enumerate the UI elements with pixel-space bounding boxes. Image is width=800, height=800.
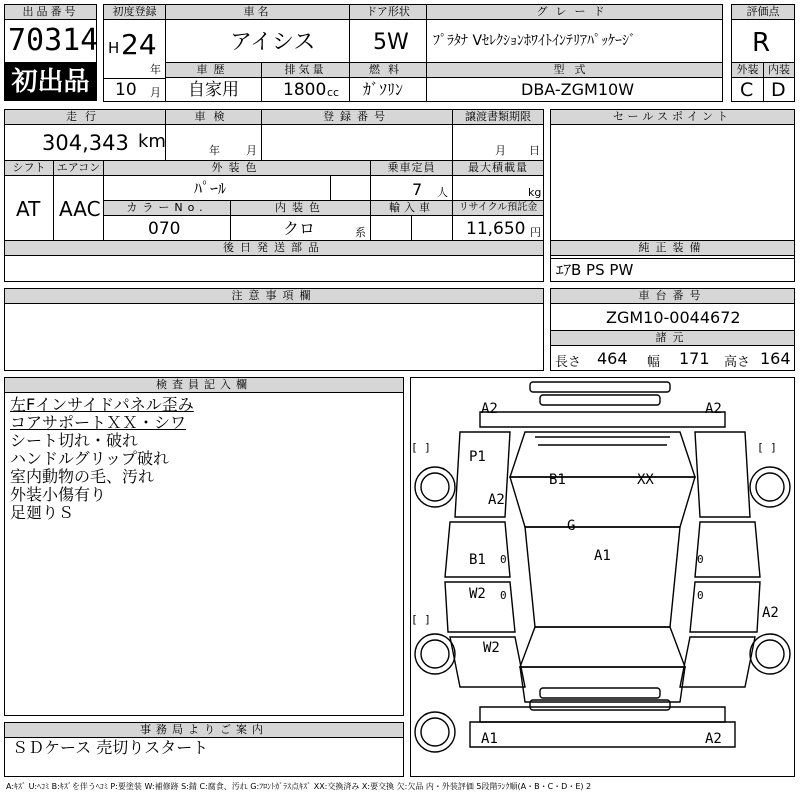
inspection-year-unit: 年 [209,144,220,157]
capacity-header: 乗車定員 [370,160,453,176]
wheel-rr-inner [756,640,784,668]
displacement: 1800 [283,80,327,100]
hood [510,432,695,477]
mark-right-rear: A2 [762,605,779,621]
mileage: 304,343 [42,131,129,155]
recycle-unit: 円 [530,226,541,239]
height-label: 高さ [724,355,751,370]
mileage-unit: km [138,131,166,152]
import-cell-left [370,215,412,241]
front-bumper [480,412,725,427]
dimensions-cell [550,345,795,371]
registration-year: 24 [121,28,157,61]
score-header: 評価点 [731,4,795,20]
mark-rear-right: A2 [705,731,722,747]
max-load-header: 最大積載量 [452,160,544,176]
sales-points-cell [550,124,795,259]
mark-p1: P1 [469,449,486,465]
registration-number-header: 登録番号 [261,109,453,125]
mark-zero-3: 0 [500,589,507,602]
displacement-unit: cc [327,86,340,99]
exterior-grade: C [740,79,754,101]
bracket-left-bottom: [ ] [411,613,431,626]
mark-hood-xx: XX [637,472,654,488]
first-listing-badge [4,63,97,101]
car-diagram [410,377,795,777]
later-parts-cell [4,255,544,282]
capacity: 7 [412,180,423,199]
mark-hood-b1: B1 [549,472,566,488]
legend: A:ｷｽﾞ U:ﾍｺﾐ B:ｷｽﾞを伴うﾍｺﾐ P:要塗装 W:補修跡 S:錆 C:腐食、汚れ G:ﾌﾛﾝﾄｶﾞﾗｽ点ｷｽﾞ XX:交換済み X:要交換 欠:欠品 内・外装評価 5段階ﾗﾝｸ順(A・B・C・D・E) 2 [6,782,592,791]
mark-left-door-rear: W2 [469,586,486,602]
height: 164 [760,349,791,368]
car-name: アイシス [230,30,316,55]
inspection-header: 車検 [165,109,262,125]
import-cell-right [411,215,453,241]
exterior-grade-header: 外装 [731,62,764,78]
interior-grade-header: 内装 [763,62,795,78]
mark-left-door-front: B1 [469,552,486,568]
exterior-color-header: 外装色 [103,160,371,176]
right-rear-quarter [680,637,755,687]
inspector-note: 外装小傷有り [10,485,107,504]
sales-points-header: セールスポイント [550,109,795,125]
wheel-fr-inner [756,473,784,501]
max-load-unit: kg [528,186,542,199]
aircon: AAC [59,197,101,221]
inspector-note: ハンドルグリップ破れ [10,449,170,468]
door-type-header: ドア形状 [349,4,427,20]
grade-header: グレード [426,4,723,20]
width-label: 幅 [647,355,661,370]
caution-header: 注意事項欄 [4,288,544,304]
fuel: ｶﾞｿﾘﾝ [363,80,404,99]
capacity-unit: 人 [437,186,448,199]
later-parts-header: 後日発送部品 [4,240,544,256]
mark-front-left: A2 [481,401,498,417]
import-header: 輸入車 [370,200,453,216]
score: R [752,28,771,58]
inspector-notes-header: 検査員記入欄 [4,377,404,393]
inspector-note: 左Fインサイドパネル歪み [10,395,194,414]
grade: ﾌﾟﾗﾀﾅ Vｾﾚｸｼｮﾝﾎﾜｲﾄｲﾝﾃﾘｱﾊﾟｯｹｰｼﾞ [433,33,637,49]
color-no-header: カラーNo. [103,200,231,216]
mark-zero-1: 0 [500,553,507,566]
interior-color-header: 内装色 [230,200,371,216]
wheel-fl-inner [421,473,449,501]
displacement-header: 排気量 [261,62,350,78]
roof [525,527,680,627]
mark-zero-4: 0 [697,589,704,602]
mark-windshield: G [567,518,576,534]
length: 464 [597,349,628,368]
model-type: DBA-ZGM10W [521,80,635,99]
month-unit: 月 [150,86,161,99]
mark-front-right: A2 [705,401,722,417]
hood-lines [535,437,670,445]
recycle-fee: 11,650 [466,219,526,239]
length-label: 長さ [555,355,582,370]
inspector-note: 足廻りＳ [10,503,75,522]
bracket-left-top: [ ] [411,441,431,454]
transfer-day-unit: 日 [529,144,540,157]
color-no: 070 [148,219,181,239]
inspector-notes-list [10,396,194,522]
wheel-rl-inner [421,640,449,668]
first-registration-header: 初度登録 [103,4,166,20]
mark-left-rear: W2 [483,640,500,656]
front-grille-strip [540,395,660,405]
rear-strip-1 [540,688,660,698]
bracket-right-top: [ ] [757,441,777,454]
width: 171 [679,349,710,368]
exterior-color-extra-cell [330,175,371,201]
recycle-header: リサイクル預託金 [452,200,544,216]
shift-header: シフト [4,160,54,176]
lot-number-header: 出品番号 [4,4,97,20]
mileage-header: 走行 [4,109,166,125]
chassis-number-header: 車台番号 [550,288,795,304]
model-type-header: 型式 [426,62,723,78]
rear-bottom-bumper [470,722,735,747]
office-notice-header: 事務局よりご案内 [4,722,404,738]
registration-number-cell [261,124,453,161]
genuine-equipment-header: 純正装備 [550,240,795,256]
registration-month: 10 [115,80,137,100]
front-bumper-strip [530,382,670,392]
history-header: 車歴 [165,62,262,78]
dimensions-header: 諸元 [550,330,795,346]
inspector-note: シート切れ・破れ [10,431,139,450]
era: H [108,39,120,57]
fuel-header: 燃料 [349,62,427,78]
right-front-door [695,522,760,577]
mark-roof: A1 [594,548,611,564]
windshield [510,477,695,527]
shift: AT [16,197,41,221]
inspector-note: コアサポートＸＸ・シワ [10,413,187,432]
right-front-fender [695,432,750,517]
rear-bumper [480,707,725,722]
history: 自家用 [188,80,239,100]
genuine-equipment: ｴｱB PS PW [556,261,634,279]
chassis-number: ZGM10-0044672 [606,308,741,327]
rear-glass [520,627,685,667]
door-type: 5W [373,30,409,55]
interior-color: クロ [283,219,316,238]
left-front-door [445,522,510,577]
inspector-note: 室内動物の毛、汚れ [10,467,155,486]
year-unit: 年 [150,63,161,76]
mark-left-fender: A2 [488,492,505,508]
spare-wheel-inner [421,718,449,746]
first-listing-label: 初出品 [11,67,90,97]
car-name-header: 車名 [165,4,350,20]
interior-color-unit: 系 [355,226,366,239]
lot-number: 70314 [8,23,99,58]
inspection-month-unit: 月 [246,144,257,157]
mark-zero-2: 0 [697,553,704,566]
mark-rear-left: A1 [481,731,498,747]
interior-grade: D [771,79,786,101]
office-notice: ＳＤケース 売切りスタート [12,738,209,757]
aircon-header: エアコン [53,160,104,176]
exterior-color: ﾊﾟｰﾙ [194,179,227,198]
caution-cell [4,303,544,371]
transfer-deadline-header: 譲渡書類期限 [452,109,544,125]
transfer-month-unit: 月 [495,144,506,157]
